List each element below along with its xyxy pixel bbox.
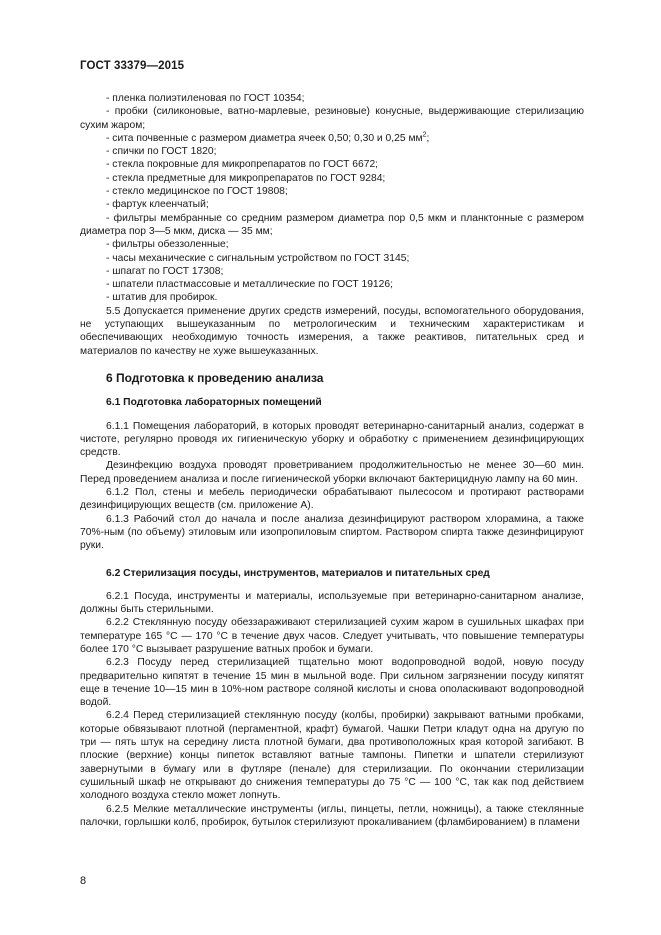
section-6-title: 6 Подготовка к проведению анализа — [106, 370, 324, 385]
list-item: - стекло медицинское по ГОСТ 19808; — [106, 186, 288, 198]
paragraph-5-5: 5.5 Допускается применение других средств измерений, посуды, вспомогательного оборудования, не уступающих вышеуказанным по метрологическим и техническим характеристикам и обеспечивающих необходимую точность измерения, а также реактивов, питательных сред и материалов по качеству не хуже вышеуказанных. — [80, 305, 584, 357]
list-item: - шпатели пластмассовые и металлические по ГОСТ 19126; — [106, 279, 393, 291]
paragraph-6-1-1-b: Дезинфекцию воздуха проводят проветриванием продолжительностью не менее 30—60 мин. Перед проведением анализа и после гигиенической уборки включают бактерицидную лампу на 60 мин. — [80, 460, 584, 485]
list-item: - стекла покровные для микропрепаратов по ГОСТ 6672; — [106, 159, 379, 171]
paragraph-6-1-3: 6.1.3 Рабочий стол до начала и после анализа дезинфицируют раствором хлорамина, а также 70%-ным (по объему) этиловым или изопропиловым спиртом. Раствором спирта также дезинфицируют руки. — [80, 513, 584, 552]
paragraph-6-2-3: 6.2.3 Посуду перед стерилизацией тщательно моют водопроводной водой, новую посуду предварительно кипятят в течение 15 мин в мыльной воде. При сильном загрязнении посуду кипятят еще в течение 10—15 мин в 10%-ном растворе соляной кислоты и снова ополаскивают водопроводной водой. — [80, 657, 584, 709]
list-item: - фартук клеенчатый; — [106, 199, 209, 211]
paragraph-6-1-1: 6.1.1 Помещения лабораторий, в которых проводят ветеринарно-санитарный анализ, содержат в чистоте, регулярно проводя их гигиеническую уборку и обработку с применением дезинфицирующих средств. — [80, 420, 584, 459]
list-item: - пленка полиэтиленовая по ГОСТ 10354; — [106, 93, 305, 104]
subsection-6-2-title: 6.2 Стерилизация посуды, инструментов, материалов и питательных сред — [106, 567, 490, 579]
list-item: - спички по ГОСТ 1820; — [106, 146, 217, 158]
document-body — [80, 92, 584, 829]
list-item: - фильтры обеззоленные; — [106, 239, 229, 251]
list-item: - штатив для пробирок. — [106, 292, 218, 304]
list-item: - часы механические с сигнальным устройством по ГОСТ 3145; — [106, 252, 410, 264]
paragraph-6-2-2: 6.2.2 Стеклянную посуду обеззараживают стерилизацией сухим жаром в сушильных шкафах при температуре 165 °С — 170 °С в течение двух часов. Следует учитывать, что повышение температуры более 170 °С вызывает разрушение ватных пробок и бумаги. — [80, 617, 584, 655]
list-item: - стекла предметные для микропрепаратов по ГОСТ 9284; — [106, 172, 386, 184]
list-item: - фильтры мембранные со средним размером диаметра пор 0,5 мкм и планктонные с размером диаметра пор 3—5 мкм, диска — 35 мм; — [80, 212, 584, 237]
page-number: 8 — [80, 875, 87, 887]
list-item: - пробки (силиконовые, ватно-марлевые, резиновые) конусные, выдерживающие стерилизацию сухим жаром; — [80, 106, 584, 131]
list-item: - шпагат по ГОСТ 17308; — [106, 265, 224, 277]
paragraph-6-2-5: 6.2.5 Мелкие металлические инструменты (иглы, пинцеты, петли, ножницы), а также стеклянные палочки, горлышки колб, пробирок, бутылок стерилизуют прокаливанием (фламбированием) в пламени — [80, 803, 584, 828]
subsection-6-1-title: 6.1 Подготовка лабораторных помещений — [106, 397, 322, 409]
list-item: - сита почвенные с размером диаметра ячеек 0,50; 0,30 и 0,25 $мм^2$; — [106, 131, 430, 144]
paragraph-6-1-2: 6.1.2 Пол, стены и мебель периодически обрабатывают пылесосом и протирают растворами дезинфицирующих веществ (см. приложение А). — [80, 487, 584, 512]
paragraph-6-2-4: 6.2.4 Перед стерилизацией стеклянную посуду (колбы, пробирки) закрывают ватными пробками, которые обвязывают плотной (пергаментной, крафт) бумагой. Чашки Петри кладут одна на другую по три — пять штук на середину листа плотной бумаги, два противоположных края которой загибают. В плоские (верхние) концы пипеток вставляют ватные тампоны. Пипетки и шпатели стерилизуют завернутыми в бумагу или в футляре (пенале) для стерилизации. По окончании стерилизации сушильный шкаф не открывают до снижения температуры до 75 °С — 100 °С, так как под действием холодного воздуха стекло может лопнуть. — [80, 710, 584, 802]
document-header: ГОСТ 33379—2015 — [80, 60, 185, 72]
paragraph-6-2-1: 6.2.1 Посуда, инструменты и материалы, используемые при ветеринарно-санитарном анализе, должны быть стерильными. — [80, 590, 584, 616]
